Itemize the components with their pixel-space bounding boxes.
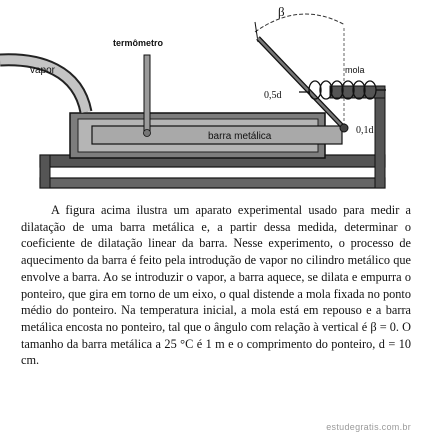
- problem-paragraph: A figura acima ilustra um aparato experimental usado para medir a dilatação de uma barra metálica e, a partir dessa medida, determinar o coeficiente de dilatação linear da barra. Nesse experimento, o processo de aquecimento da barra é feito pela introdução de vapor no cilindro metálico que envolve a barra. Ao se introduzir o vapor, a barra aquece, se dilata e empurra o ponteiro, que gira em torno de um eixo, o qual distende a mola fixada no ponto médio do ponteiro. Na temperatura inicial, a mola está em repouso e a barra metálica encosta no ponteiro, tal que o ângulo com relação à vertical é β = 0. O tamanho da barra metálica a 25 °C é 1 m e o comprimento do ponteiro, d = 10 cm.: [21, 203, 411, 368]
- angle-arc: [255, 14, 345, 42]
- thermometer-label: termômetro: [113, 38, 164, 48]
- half-d-label: 0,5d: [264, 90, 282, 101]
- spring-label: mola: [345, 65, 365, 75]
- apparatus-figure: [0, 0, 425, 200]
- thermometer: [144, 55, 151, 137]
- watermark: estudegratis.com.br: [326, 422, 411, 432]
- tenth-d-label: 0,1d: [356, 125, 374, 136]
- bar-label: barra metálica: [208, 131, 272, 142]
- beta-label: β: [278, 4, 285, 19]
- vapor-label: vapor: [30, 65, 56, 76]
- problem-text: [21, 202, 411, 369]
